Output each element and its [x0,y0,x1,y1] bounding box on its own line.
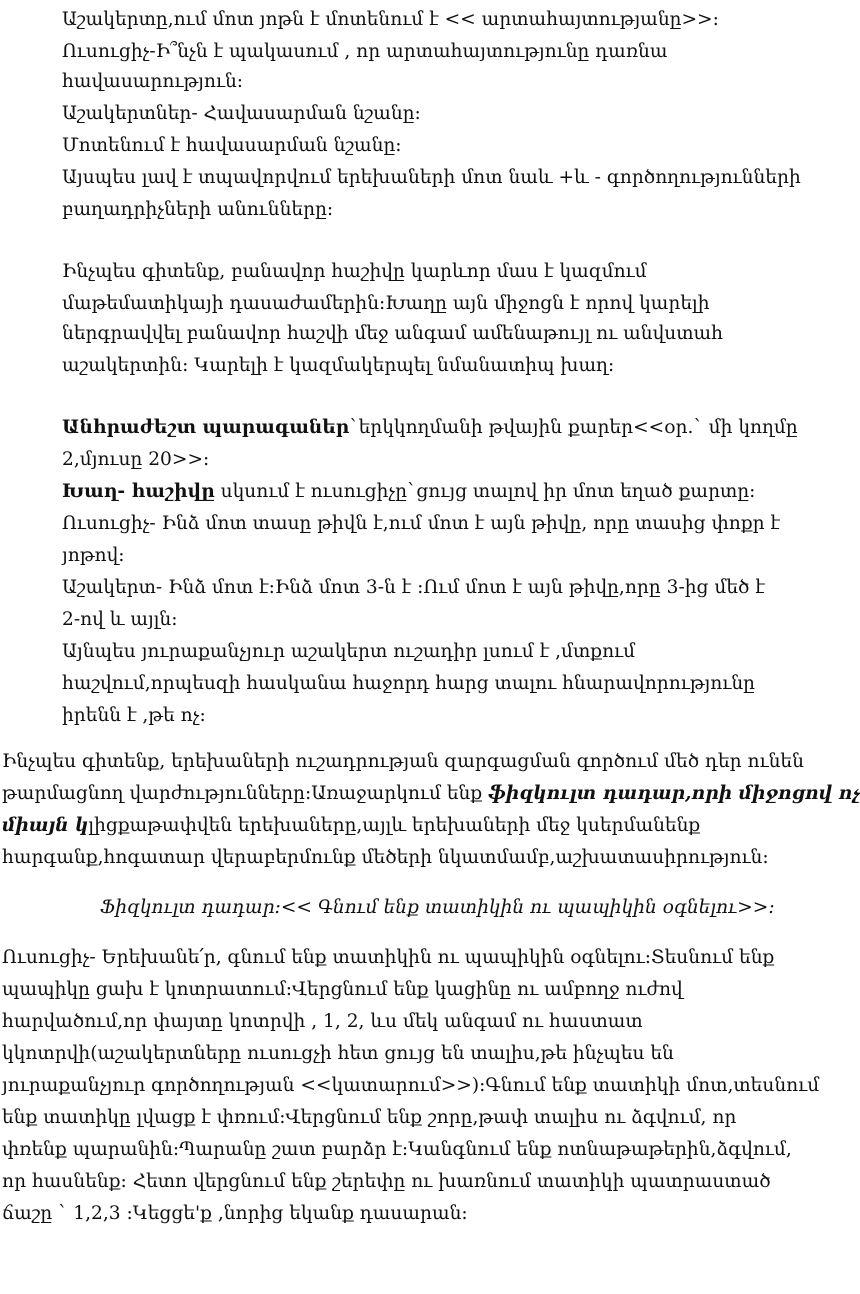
paragraph-line: ճաշը ` 1,2,3 :Կեցցե'ք ,նորից եկանք դասարան: [2,1203,468,1224]
paragraph-line: Ուսուցիչ-Ի՞նչն է պակասում , որ արտահայտությունը դառնա [62,41,668,62]
paragraph-line: հավասարություն: [62,71,244,92]
paragraph-line: յոթով: [62,545,125,566]
paragraph-line: հարվածում,որ փայտը կոտրվի , 1, 2, ևս մեկ անգամ ու հաստատ [2,1011,643,1032]
mixed-line [2,810,700,842]
emphasis-text: ֆիզկուլտ դադար,որի միջոցով ոչ [488,783,860,804]
materials-text: `երկկողմանի թվային քարեր<<օր.` մի կողմը [349,417,798,438]
section-heading: Ֆիզկուլտ դադար:<< Գնում ենք տատիկին ու պապիկին օգնելու>>: [100,897,775,918]
paragraph-line: Այնպես յուրաքանչյուր աշակերտ ուշադիր լսում է ,մտքում [62,641,636,662]
paragraph-line: Ինչպես գիտենք, երեխաների ուշադրության զարգացման գործում մեծ դեր ունեն [2,751,804,772]
paragraph-line: յուրաքանչյուր գործողության <<կատարում>>):Գնում ենք տատիկի մոտ,տեսնում [2,1075,820,1096]
paragraph-line: կկոտրվի(աշակերտները ուսուցչի հետ ցույց են տալիս,թե ինչպես են [2,1043,674,1064]
mixed-line [2,778,860,810]
paragraph-line: մաթեմատիկայի դասաժամերին:Խաղը այն միջոցն է որով կարելի [62,293,710,314]
paragraph-line: Ուսուցիչ- Ինձ մոտ տասը թիվն է,ում մոտ է այն թիվը, որը տասից փոքր է [62,513,781,534]
paragraph-line: հաշվում,որպեսզի հասկանա հաջորդ հարց տալու հնարավորությունը [62,673,755,694]
paragraph-line: հարգանք,հոգատար վերաբերմունք մեծերի նկատմամբ,աշխատասիրություն: [2,847,769,868]
paragraph-line: բաղադրիչների անունները: [62,199,334,220]
paragraph-line: 2,մյուսը 20>>: [62,449,210,470]
paragraph-line: պապիկը ցախ է կոտրատում:Վերցնում ենք կացինը ու ամբողջ ուժով [2,979,683,1000]
materials-label: Անհրաժեշտ պարագաներ [62,417,350,438]
materials-line [62,412,798,444]
paragraph-line: ներգրավվել բանավոր հաշվի մեջ անգամ ամենաթույլ ու անվստահ [62,323,724,344]
paragraph-line: աշակերտին: Կարելի է կազմակերպել նմանատիպ խաղ: [62,355,615,376]
paragraph-line: որ հասնենք: Հետո վերցնում ենք շերեփը ու խառնում տատիկի պատրաստած [2,1171,771,1192]
game-text: սկսում է ուսուցիչը`ցույց տալով իր մոտ եղած քարտը: [214,481,756,502]
paragraph-line: Ուսուցիչ- Երեխանե՛ր, գնում ենք տատիկին ու պապիկին օգնելու:Տեսնում ենք [2,947,775,968]
emphasis-text: միայն կ [2,815,89,836]
paragraph-line: Աշակերտներ- Հավասարման նշանը: [62,103,421,124]
paragraph-line: ենք տատիկը լվացք է փռում:Վերցնում ենք շորը,թափ տալիս ու ձգվում, որ [2,1107,737,1128]
paragraph-line: Մոտենում է հավասարման նշանը: [62,135,402,156]
paragraph-line: փռենք պարանին:Պարանը շատ բարձր է:Կանգնում ենք ոտնաթաթերին,ձգվում, [2,1139,792,1160]
paragraph-text: թարմացնող վարժությունները:Առաջարկում ենք [2,783,489,804]
game-line [62,476,755,508]
paragraph-line: Այսպես լավ է տպավորվում երեխաների մոտ նաև +և - գործողությունների [62,167,801,188]
paragraph-line: 2-ով և այլն: [62,609,178,630]
paragraph-line: Աշակերտ- Ինձ մոտ է:Ինձ մոտ 3-ն է :Ում մոտ է այն թիվը,որը 3-ից մեծ է [62,577,765,598]
paragraph-line: իրենն է ,թե ոչ: [62,705,206,726]
paragraph-line: Ինչպես գիտենք, բանավոր հաշիվը կարևոր մաս է կազմում [62,261,647,282]
paragraph-text: լիցքաթափվեն երեխաները,այլև երեխաների մեջ կսերմանենք [88,815,701,836]
paragraph-line: Աշակերտը,ում մոտ յոթն է մոտենում է << արտահայտությանը>>: [62,9,719,30]
game-label: Խաղ- հաշիվը [62,481,215,502]
